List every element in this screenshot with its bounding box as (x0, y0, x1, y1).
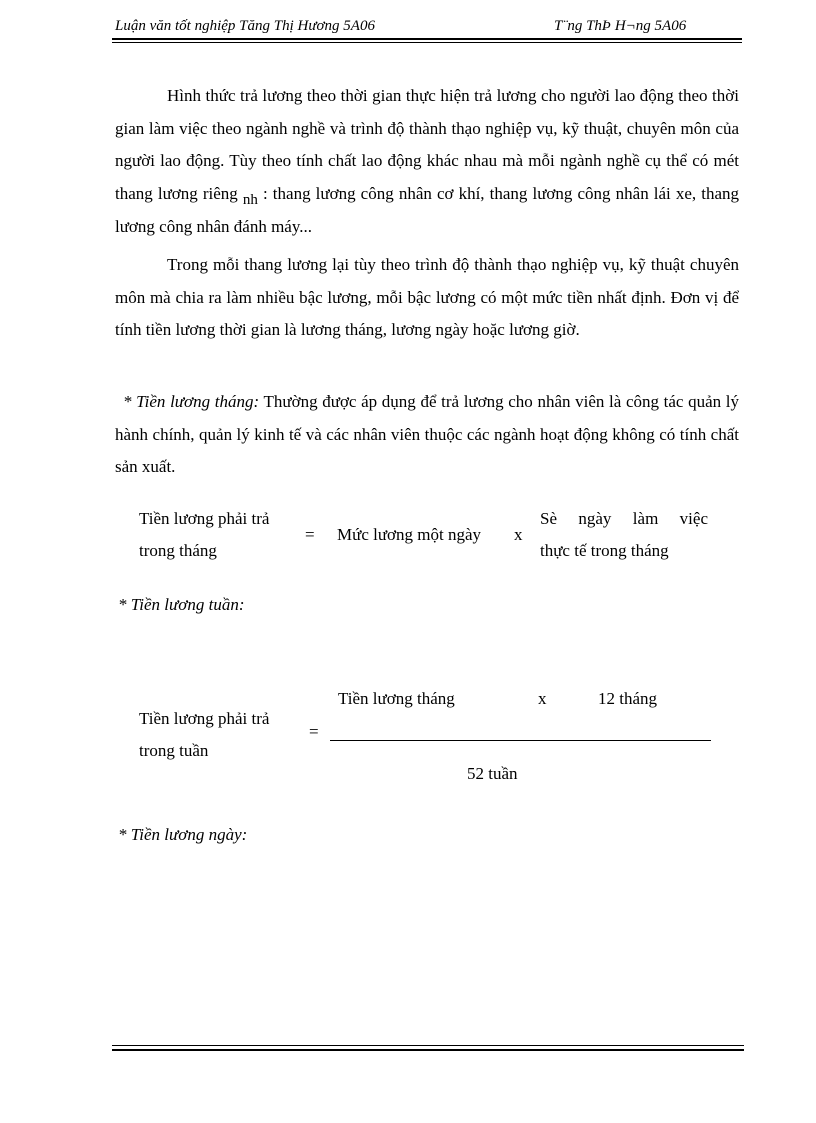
header-left: Luận văn tốt nghiệp Tăng Thị Hương 5A06 (115, 18, 375, 34)
formula-month-term2-2: thực tế trong tháng (540, 541, 669, 560)
paragraph-1-fragment: nh (242, 191, 258, 208)
formula-month-left-2: trong tháng (139, 541, 217, 560)
formula-month-term2-1: Sè ngày làm việc (540, 509, 708, 528)
formula-week-equals: = (309, 722, 319, 741)
paragraph-2: Trong mỗi thang lương lại tùy theo trình độ thành thạo nghiệp vụ, kỹ thuật chuyên môn mà chia ra làm nhiều bậc lương, mỗi bậc lương có một mức tiền nhất định. Đơn vị để tính tiền lương thời gian là lương tháng, lương ngày hoặc lương giờ. (115, 255, 739, 339)
formula-week-denominator: 52 tuần (467, 764, 518, 783)
header-rule-thin (112, 42, 742, 43)
monthly-wage-label: * Tiền lương tháng: (123, 392, 260, 411)
formula-week-numerator-term1: Tiền lương tháng (338, 689, 455, 708)
formula-week-left-1: Tiền lương phải trả (139, 709, 270, 728)
header-rule (112, 38, 742, 40)
formula-month-times: x (514, 525, 523, 544)
weekly-wage-heading: * Tiền lương tuần: (118, 595, 245, 614)
formula-week-times: x (538, 689, 547, 708)
footer-rule (112, 1049, 744, 1051)
paragraph-3 (115, 386, 739, 484)
footer-rule-thin (112, 1045, 744, 1046)
formula-month-term1: Mức lương một ngày (337, 525, 482, 544)
formula-week-left-2: trong tuần (139, 741, 209, 760)
formula-week-numerator-term2: 12 tháng (598, 689, 658, 708)
formula-month-equals: = (305, 525, 315, 544)
fraction-bar (330, 740, 711, 741)
formula-month-left-1: Tiền lương phải trả (139, 509, 270, 528)
paragraph-1-text-end: : thang lương công nhân cơ khí, thang lương công nhân lái xe, thang lương công nhân đánh máy... (115, 183, 740, 236)
daily-wage-heading: * Tiền lương ngày: (118, 825, 248, 844)
paragraph-1 (115, 80, 739, 244)
header-right: T¨ng ThÞ H¬ng 5A06 (554, 18, 687, 34)
paragraph-3-text: Thường được áp dụng để trả lương cho nhân viên là công tác quản lý hành chính, quản lý kinh tế và các nhân viên thuộc các ngành hoạt động không có tính chất sản xuất. (115, 392, 740, 476)
paragraph-1-text: Hình thức trả lương theo thời gian thực hiện trả lương cho người lao động theo thời gian làm việc theo ngành nghề và trình độ thành thạo nghiệp vụ, kỹ thuật, chuyên môn của người lao động. Tùy theo tính chất lao động khác nhau mà mỗi ngành nghề cụ thể có mét thang lương riêng (115, 86, 739, 203)
